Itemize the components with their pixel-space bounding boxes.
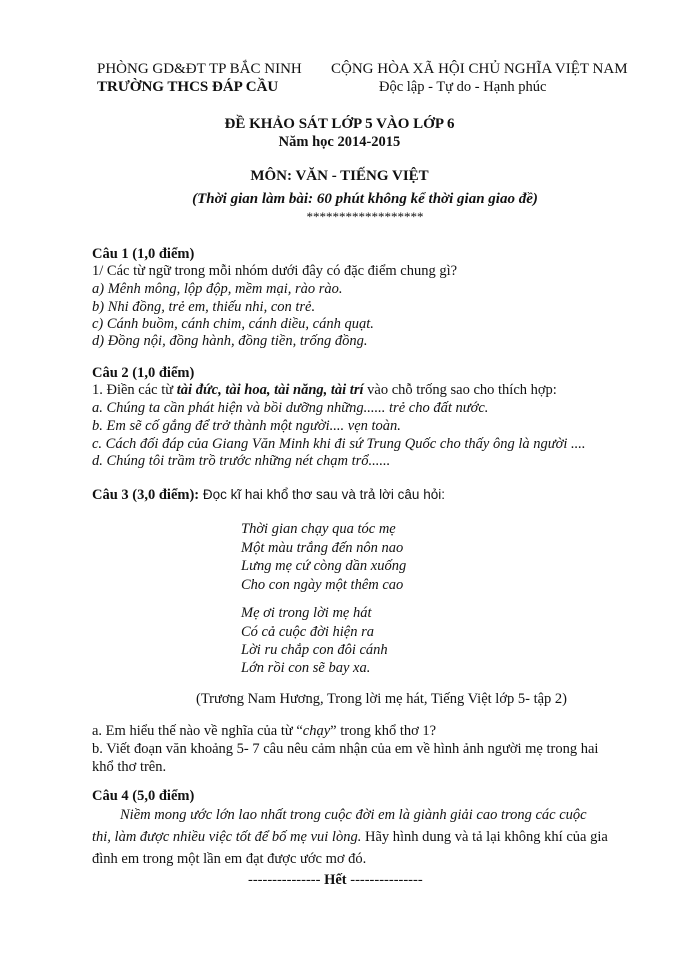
q2-heading: Câu 2 (1,0 điểm) (92, 365, 195, 381)
q1-item: d) Đồng nội, đồng hành, đồng tiền, trống đồng. (92, 333, 368, 349)
end-marker (248, 871, 423, 889)
poem-line: Lớn rồi con sẽ bay xa. (241, 660, 371, 676)
national-title: CỘNG HÒA XÃ HỘI CHỦ NGHĨA VIỆT NAM (331, 61, 628, 77)
q4-line: đình em trong một lần em đạt được ước mơ đó. (92, 851, 367, 867)
q2-item: d. Chúng tôi trầm trồ trước những nét chạm trổ...... (92, 453, 391, 469)
q1-prompt: 1/ Các từ ngữ trong mỗi nhóm dưới đây có đặc điểm chung gì? (92, 263, 458, 279)
q1-item: b) Nhi đồng, trẻ em, thiếu nhi, con trẻ. (92, 299, 316, 315)
poem-line: Lời ru chắp con đôi cánh (241, 642, 388, 658)
poem-line: Có cả cuộc đời hiện ra (241, 624, 374, 640)
school-year: Năm học 2014-2015 (278, 134, 401, 150)
q4-line: Niềm mong ước lớn lao nhất trong cuộc đời em là giành giải cao trong các cuộc (120, 807, 587, 823)
q3-a-prefix: a. Em hiểu thế nào về nghĩa của từ “ (92, 723, 303, 739)
q4-line2-rest: Hãy hình dung và tả lại không khí của gia (361, 829, 608, 845)
q3-part-b-cont: khổ thơ trên. (92, 759, 167, 775)
q2-prompt (92, 381, 557, 399)
poem-line: Thời gian chạy qua tóc mẹ (241, 521, 396, 537)
q3-a-suffix: ” trong khổ thơ 1? (330, 723, 437, 739)
q4-heading: Câu 4 (5,0 điểm) (92, 788, 195, 804)
q1-heading: Câu 1 (1,0 điểm) (92, 246, 195, 262)
poem-source: (Trương Nam Hương, Trong lời mẹ hát, Tiếng Việt lớp 5- tập 2) (196, 691, 567, 707)
time-note: (Thời gian làm bài: 60 phút không kể thời gian giao đề) (192, 191, 538, 207)
q2-item: b. Em sẽ cố gắng để trở thành một người.... vẹn toàn. (92, 418, 401, 434)
q2-prompt-prefix: 1. Điền các từ (92, 382, 177, 398)
poem-line: Một màu trắng đến nôn nao (241, 540, 404, 556)
stars-divider: ****************** (306, 209, 424, 224)
q1-item: c) Cánh buồm, cánh chim, cánh diều, cánh quạt. (92, 316, 374, 332)
poem-line: Lưng mẹ cứ còng dần xuống (241, 558, 407, 574)
q3-heading: Câu 3 (3,0 điểm): (92, 487, 200, 503)
national-motto: Độc lập - Tự do - Hạnh phúc (379, 79, 547, 95)
subject-title: MÔN: VĂN - TIẾNG VIỆT (250, 168, 429, 184)
poem-line: Cho con ngày một thêm cao (241, 577, 404, 593)
q3-heading-line (92, 486, 445, 504)
end-dashes-left: --------------- (248, 872, 325, 888)
school-name: TRƯỜNG THCS ĐÁP CẦU (97, 79, 279, 95)
q3-part-b: b. Viết đoạn văn khoảng 5- 7 câu nêu cảm nhận của em về hình ảnh người mẹ trong hai (92, 741, 599, 757)
q2-item: a. Chúng ta cần phát hiện và bồi dưỡng những...... trẻ cho đất nước. (92, 400, 489, 416)
q1-item: a) Mênh mông, lộp độp, mềm mại, rào rào. (92, 281, 343, 297)
q4-line (92, 828, 608, 846)
poem-line: Mẹ ơi trong lời mẹ hát (241, 605, 372, 621)
end-dashes-right: --------------- (346, 872, 423, 888)
q2-prompt-suffix: vào chỗ trống sao cho thích hợp: (363, 382, 557, 398)
q3-prompt: Đọc kĩ hai khổ thơ sau và trả lời câu hỏi: (199, 487, 445, 502)
end-text: Hết (324, 872, 347, 888)
q2-item: c. Cách đối đáp của Giang Văn Minh khi đi sứ Trung Quốc cho thấy ông là người .... (92, 436, 586, 452)
department-name: PHÒNG GD&ĐT TP BẮC NINH (97, 61, 302, 77)
q3-a-word: chạy (302, 723, 331, 739)
exam-title: ĐỀ KHẢO SÁT LỚP 5 VÀO LỚP 6 (224, 116, 455, 132)
q4-line2-italic: thi, làm được nhiều việc tốt để bố mẹ vui lòng. (92, 829, 362, 845)
q3-part-a (92, 722, 436, 740)
q2-prompt-words: tài đức, tài hoa, tài năng, tài trí (176, 382, 364, 398)
